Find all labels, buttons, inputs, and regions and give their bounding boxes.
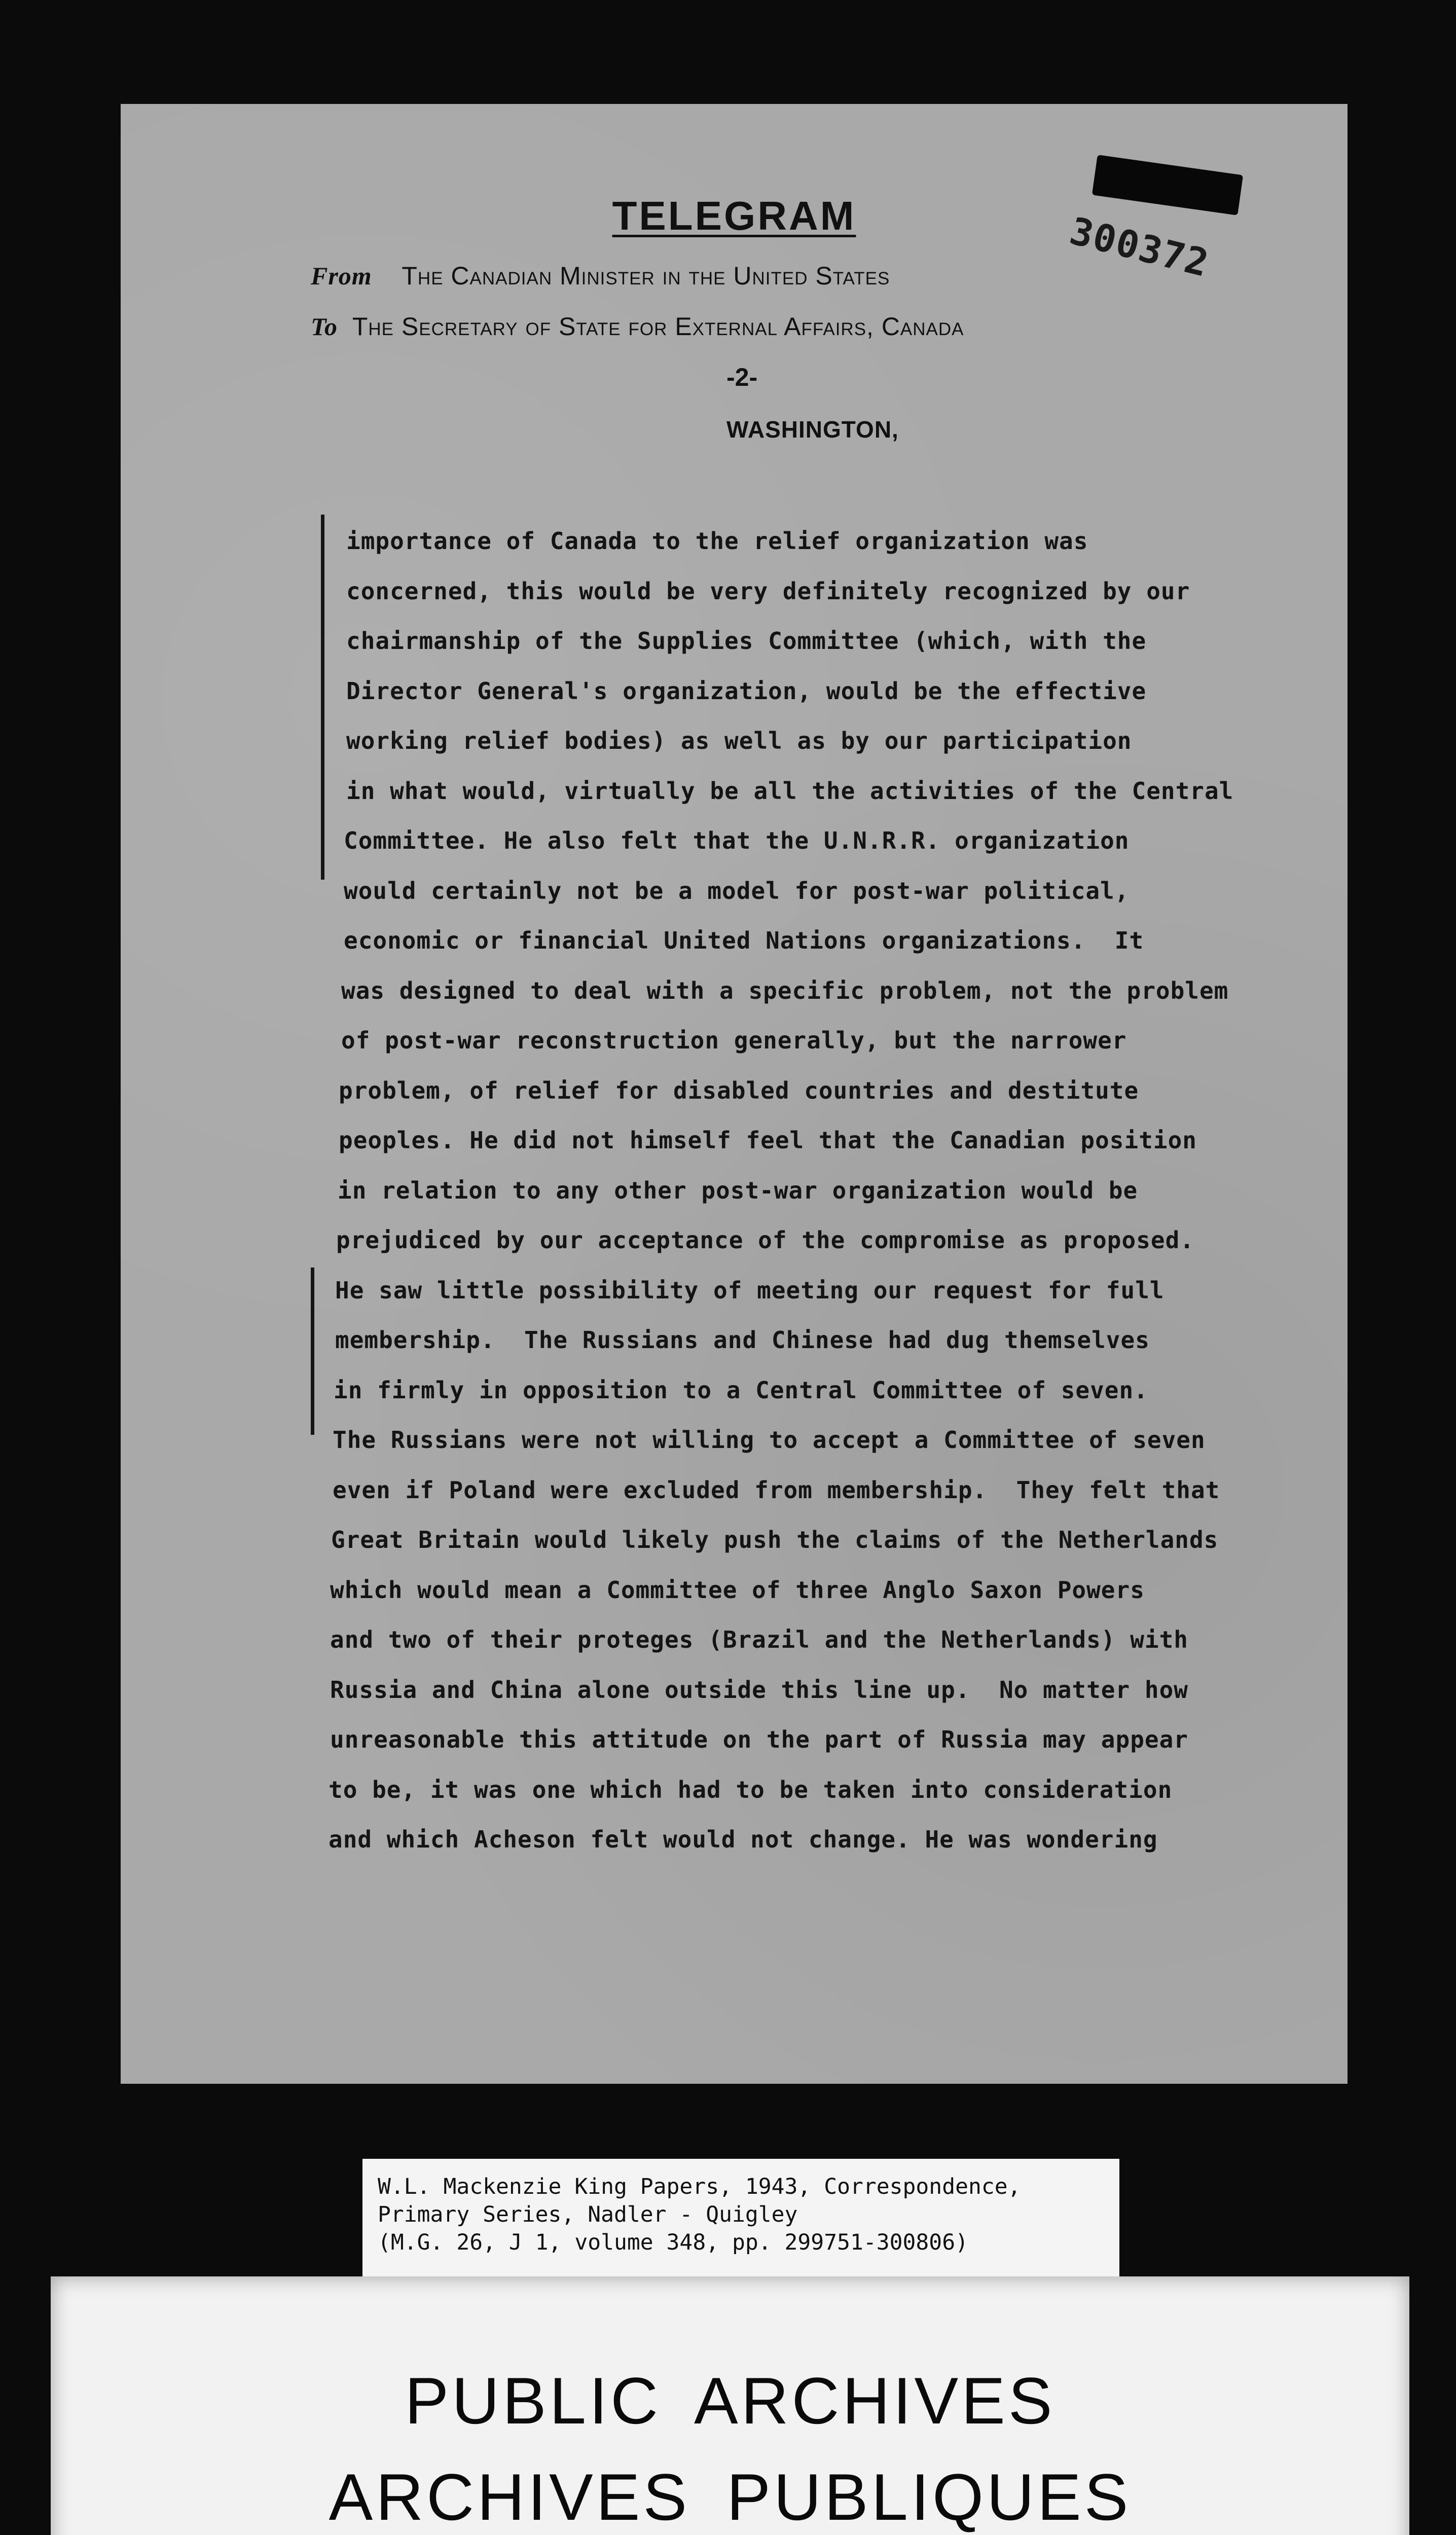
body-line: membership. The Russians and Chinese had dug themselves xyxy=(335,1326,1150,1354)
archives-heading-english: PUBLIC ARCHIVES xyxy=(405,2364,1055,2438)
from-text: The Canadian Minister in the United States xyxy=(402,262,890,290)
archives-heading-french: ARCHIVES PUBLIQUES xyxy=(329,2460,1132,2534)
body-line: Committee. He also felt that the U.N.R.R. organization xyxy=(344,827,1130,854)
body-line: prejudiced by our acceptance of the compromise as proposed. xyxy=(336,1226,1194,1254)
telegram-title: TELEGRAM xyxy=(612,193,856,238)
document-stamp-number: 300372 xyxy=(1065,209,1214,286)
body-line: of post-war reconstruction generally, but the narrower xyxy=(341,1027,1127,1054)
body-line: in what would, virtually be all the activities of the Central xyxy=(346,777,1234,805)
body-line: even if Poland were excluded from membership. They felt that xyxy=(333,1476,1220,1504)
body-line: was designed to deal with a specific problem, not the problem xyxy=(341,977,1229,1004)
body-line: peoples. He did not himself feel that the Canadian position xyxy=(339,1127,1197,1154)
body-line: chairmanship of the Supplies Committee (which, with the xyxy=(346,627,1147,655)
body-line: and which Acheson felt would not change. He was wondering xyxy=(329,1826,1158,1853)
to-line xyxy=(311,312,964,341)
body-line: The Russians were not willing to accept a Committee of seven xyxy=(333,1426,1206,1454)
margin-mark xyxy=(321,515,324,880)
archive-reference-label xyxy=(362,2159,1119,2278)
body-line: working relief bodies) as well as by our participation xyxy=(346,727,1132,754)
archive-label-line: Primary Series, Nadler - Quigley xyxy=(378,2202,798,2227)
place-name: WASHINGTON, xyxy=(726,416,899,443)
page-number: -2- xyxy=(726,363,758,391)
body-line: to be, it was one which had to be taken into consideration xyxy=(329,1776,1173,1803)
to-label: To xyxy=(311,312,338,341)
body-line: and two of their proteges (Brazil and the Netherlands) with xyxy=(330,1626,1188,1653)
body-line: would certainly not be a model for post-war political, xyxy=(344,877,1130,904)
margin-mark xyxy=(311,1268,314,1435)
telegram-page xyxy=(121,104,1348,2084)
from-label: From xyxy=(311,262,372,290)
body-line: concerned, this would be very definitely recognized by our xyxy=(346,577,1190,605)
body-line: Director General's organization, would be the effective xyxy=(346,677,1147,705)
body-line: Russia and China alone outside this line up. No matter how xyxy=(330,1676,1188,1704)
body-line: in relation to any other post-war organization would be xyxy=(338,1177,1138,1204)
archive-label-line: (M.G. 26, J 1, volume 348, pp. 299751-300806) xyxy=(378,2230,968,2255)
body-line: economic or financial United Nations organizations. It xyxy=(344,927,1144,954)
body-line: Great Britain would likely push the claims of the Netherlands xyxy=(331,1526,1219,1553)
archive-label-line: W.L. Mackenzie King Papers, 1943, Correspondence, xyxy=(378,2174,1021,2199)
body-line: problem, of relief for disabled countries and destitute xyxy=(339,1077,1139,1104)
public-archives-card xyxy=(51,2276,1409,2535)
from-line xyxy=(311,261,890,291)
body-line: in firmly in opposition to a Central Committee of seven. xyxy=(334,1377,1148,1404)
to-text: The Secretary of State for External Affairs, Canada xyxy=(352,312,964,341)
body-line: importance of Canada to the relief organization was xyxy=(346,527,1088,555)
body-line: He saw little possibility of meeting our request for full xyxy=(335,1277,1164,1304)
body-line: which would mean a Committee of three Anglo Saxon Powers xyxy=(330,1576,1145,1604)
body-line: unreasonable this attitude on the part of Russia may appear xyxy=(330,1726,1188,1753)
